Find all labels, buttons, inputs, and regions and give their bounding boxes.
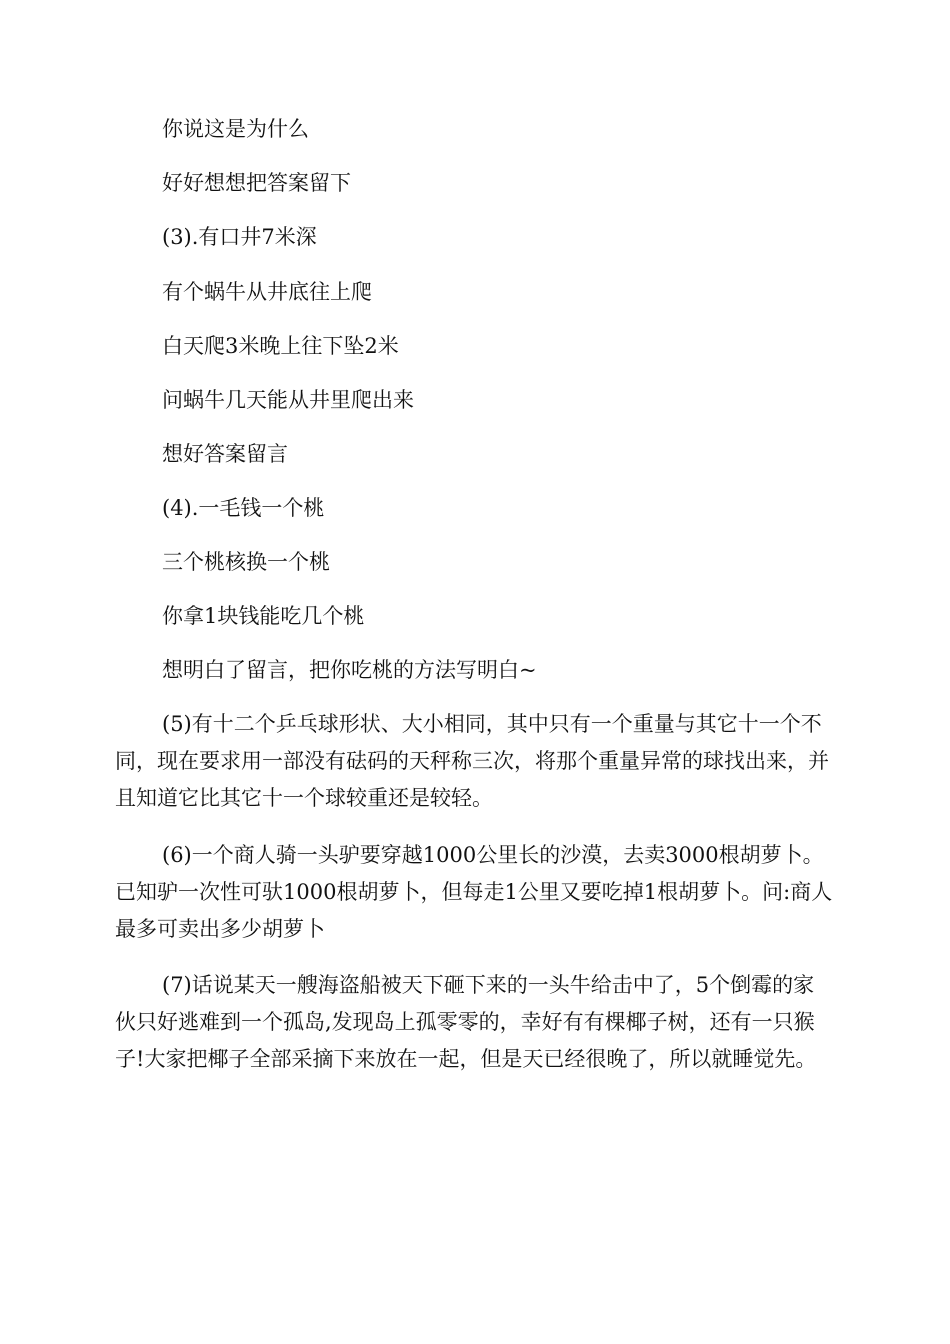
text-line: 你说这是为什么	[162, 117, 309, 141]
puzzle-3-title: (3).有口井7米深	[162, 225, 317, 249]
text-line: 想好答案留言	[162, 442, 288, 466]
puzzle-4-title: (4).一毛钱一个桃	[162, 496, 325, 520]
text-line: 有个蜗牛从井底往上爬	[162, 280, 372, 304]
puzzle-7-paragraph: (7)话说某天一艘海盗船被天下砸下来的一头牛给击中了，5个倒霉的家伙只好逃难到一个孤岛,发现岛上孤零零的，幸好有有棵椰子树，还有一只猴子!大家把椰子全部采摘下来放在一起，但是天已经很晚了，所以就睡觉先。	[115, 973, 817, 1071]
text-line: 好好想想把答案留下	[162, 171, 351, 195]
text-line: 三个桃核换一个桃	[162, 550, 330, 574]
text-line: 白天爬3米晚上往下坠2米	[162, 334, 399, 358]
text-line: 想明白了留言，把你吃桃的方法写明白~	[162, 658, 537, 682]
puzzle-5-paragraph: (5)有十二个乒乓球形状、大小相同，其中只有一个重量与其它十一个不同，现在要求用一部没有砝码的天秤称三次，将那个重量异常的球找出来，并且知道它比其它十一个球较重还是较轻。	[115, 712, 829, 810]
puzzle-6-paragraph: (6)一个商人骑一头驴要穿越1000公里长的沙漠，去卖3000根胡萝卜。已知驴一次性可驮1000根胡萝卜，但每走1公里又要吃掉1根胡萝卜。问:商人最多可卖出多少胡萝卜	[115, 843, 833, 941]
text-line: 问蜗牛几天能从井里爬出来	[162, 388, 414, 412]
text-line: 你拿1块钱能吃几个桃	[162, 604, 365, 628]
